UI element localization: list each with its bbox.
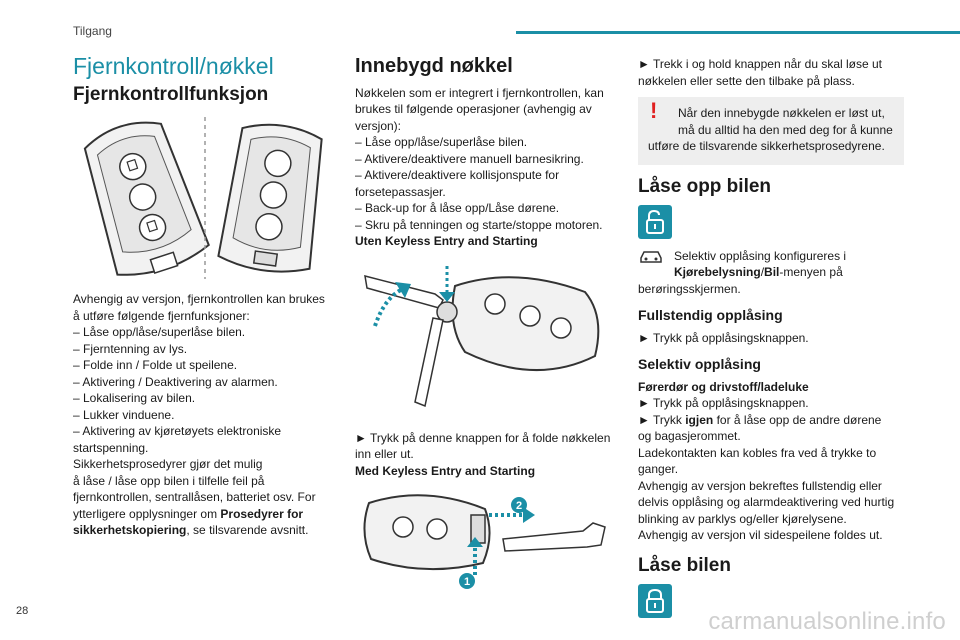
with-keyless-label: Med Keyless Entry and Starting (355, 463, 536, 478)
unlock-padlock-icon (638, 205, 672, 239)
safety-link-bold: sikkerhetskopiering (73, 523, 187, 537)
safety-line: ytterligere opplysninger om (73, 506, 221, 521)
function-item: – Aktivering av kjøretøyets elektroniske (73, 424, 282, 438)
function-item: startspenning. (73, 440, 149, 455)
operation-item: – Skru på tenningen og starte/stoppe motoren. (355, 217, 603, 232)
column-unlock (638, 56, 904, 623)
page-number: 28 (16, 605, 29, 617)
menu-name-bold: Kjørebelysning (674, 265, 761, 279)
selective-step: og bagasjerommet. (638, 429, 741, 443)
intro-line: brukes til følgende operasjoner (avhengig av (355, 102, 592, 116)
function-item: – Aktivering / Deaktivering av alarmen. (73, 374, 278, 389)
full-unlock-step: ► Trykk på opplåsingsknappen. (638, 330, 809, 345)
full-unlock-heading: Fullstendig opplåsing (638, 307, 783, 323)
press-button-line: inn eller ut. (355, 447, 414, 461)
remote-key-illustration (73, 113, 331, 283)
section-label: Tilgang (73, 24, 112, 38)
selective-line: Selektiv opplåsing konfigureres i (674, 248, 847, 263)
callout-2: 2 (515, 500, 523, 512)
confirm-line: Avhengig av versjon bekreftes fullstendig eller (638, 478, 882, 493)
pull-button-line: ► Trekk i og hold knappen når du skal løse ut (638, 57, 883, 71)
function-item: – Lukker vinduene. (73, 407, 175, 422)
confirm-line: Avhengig av versjon vil sidespeilene foldes ut. (638, 528, 883, 542)
function-item: – Lokalisering av bilen. (73, 391, 196, 405)
selective-line: berøringsskjermen. (638, 281, 741, 296)
release-key-illustration (355, 485, 620, 595)
column-remote-functions (73, 53, 331, 539)
intro-line: Nøkkelen som er integrert i fjernkontrollen, kan (355, 85, 604, 100)
car-icon (638, 248, 664, 264)
selective-step: ► Trykk (638, 412, 686, 427)
operation-item: – Låse opp/låse/superlåse bilen. (355, 135, 528, 149)
intro-line: Avhengig av versjon, fjernkontrollen kan brukes (73, 292, 325, 306)
watermark: carmanualsonline.info (708, 608, 946, 635)
warning-box (638, 97, 904, 165)
confirm-line: blinking av parklys og/eller kjørelysene. (638, 511, 847, 526)
without-keyless-label: Uten Keyless Entry and Starting (355, 234, 538, 248)
selective-step: for å låse opp de andre dørene (713, 412, 882, 427)
warning-line: Når den innebygde nøkkelen er løst ut, (678, 106, 885, 120)
remote-function-heading: Fjernkontrollfunksjon (73, 83, 269, 105)
confirm-line: delvis opplåsing og alarmdeaktivering ved hurtig (638, 495, 895, 509)
callout-1: 1 (463, 576, 471, 588)
operation-item: – Aktivere/deaktivere manuell barnesikring. (355, 151, 584, 166)
charge-line: ganger. (638, 462, 679, 476)
function-item: – Låse opp/låse/superlåse bilen. (73, 325, 246, 339)
lock-heading: Låse bilen (638, 554, 731, 576)
safety-line: Sikkerhetsprosedyrer gjør det mulig (73, 457, 263, 471)
charge-line: Ladekontakten kan kobles fra ved å trykke to (638, 445, 877, 460)
operation-item: forsetepassasjer. (355, 184, 446, 199)
operation-item: – Back-up for å låse opp/Låse dørene. (355, 201, 560, 215)
unlock-heading: Låse opp bilen (638, 175, 772, 197)
function-item: – Fjerntenning av lys. (73, 341, 188, 356)
header-accent-bar (516, 31, 960, 34)
column-integrated-key (355, 56, 620, 595)
driver-door-label: Førerdør og drivstoff/ladeluke (638, 379, 809, 394)
exclamation-icon: ! (650, 98, 658, 123)
integrated-key-heading: Innebygd nøkkel (355, 55, 513, 77)
safety-line: å låse / låse opp bilen i tilfelle feil på (73, 473, 265, 488)
safety-line: fjernkontrollen, sentrallåsen, batteriet osv. For (73, 490, 316, 504)
fold-key-illustration (355, 256, 620, 426)
menu-separator: / (760, 265, 765, 279)
page-title: Fjernkontroll/nøkkel (73, 53, 274, 79)
menu-name-bold: Bil (764, 265, 780, 279)
again-bold: igjen (685, 412, 714, 427)
pull-button-line: nøkkelen eller sette den tilbake på plass. (638, 73, 855, 88)
selective-line: -menyen på (779, 265, 843, 279)
safety-line: , se tilsvarende avsnitt. (186, 523, 309, 537)
warning-line: utføre de tilsvarende sikkerhetsprosedyrene. (648, 139, 885, 153)
warning-line: må du alltid ha den med deg for å kunne (678, 122, 893, 137)
selective-unlock-heading: Selektiv opplåsing (638, 356, 761, 372)
press-button-line: ► Trykk på denne knappen for å folde nøkkelen (355, 430, 611, 445)
lock-padlock-icon (638, 584, 672, 618)
intro-line: versjon): (355, 118, 402, 133)
selective-step: ► Trykk på opplåsingsknappen. (638, 396, 809, 410)
operation-item: – Aktivere/deaktivere kollisjonspute for (355, 168, 560, 182)
intro-line: å utføre følgende fjernfunksjoner: (73, 308, 250, 323)
function-item: – Folde inn / Folde ut speilene. (73, 358, 238, 372)
safety-link-bold: Prosedyrer for (220, 506, 304, 521)
